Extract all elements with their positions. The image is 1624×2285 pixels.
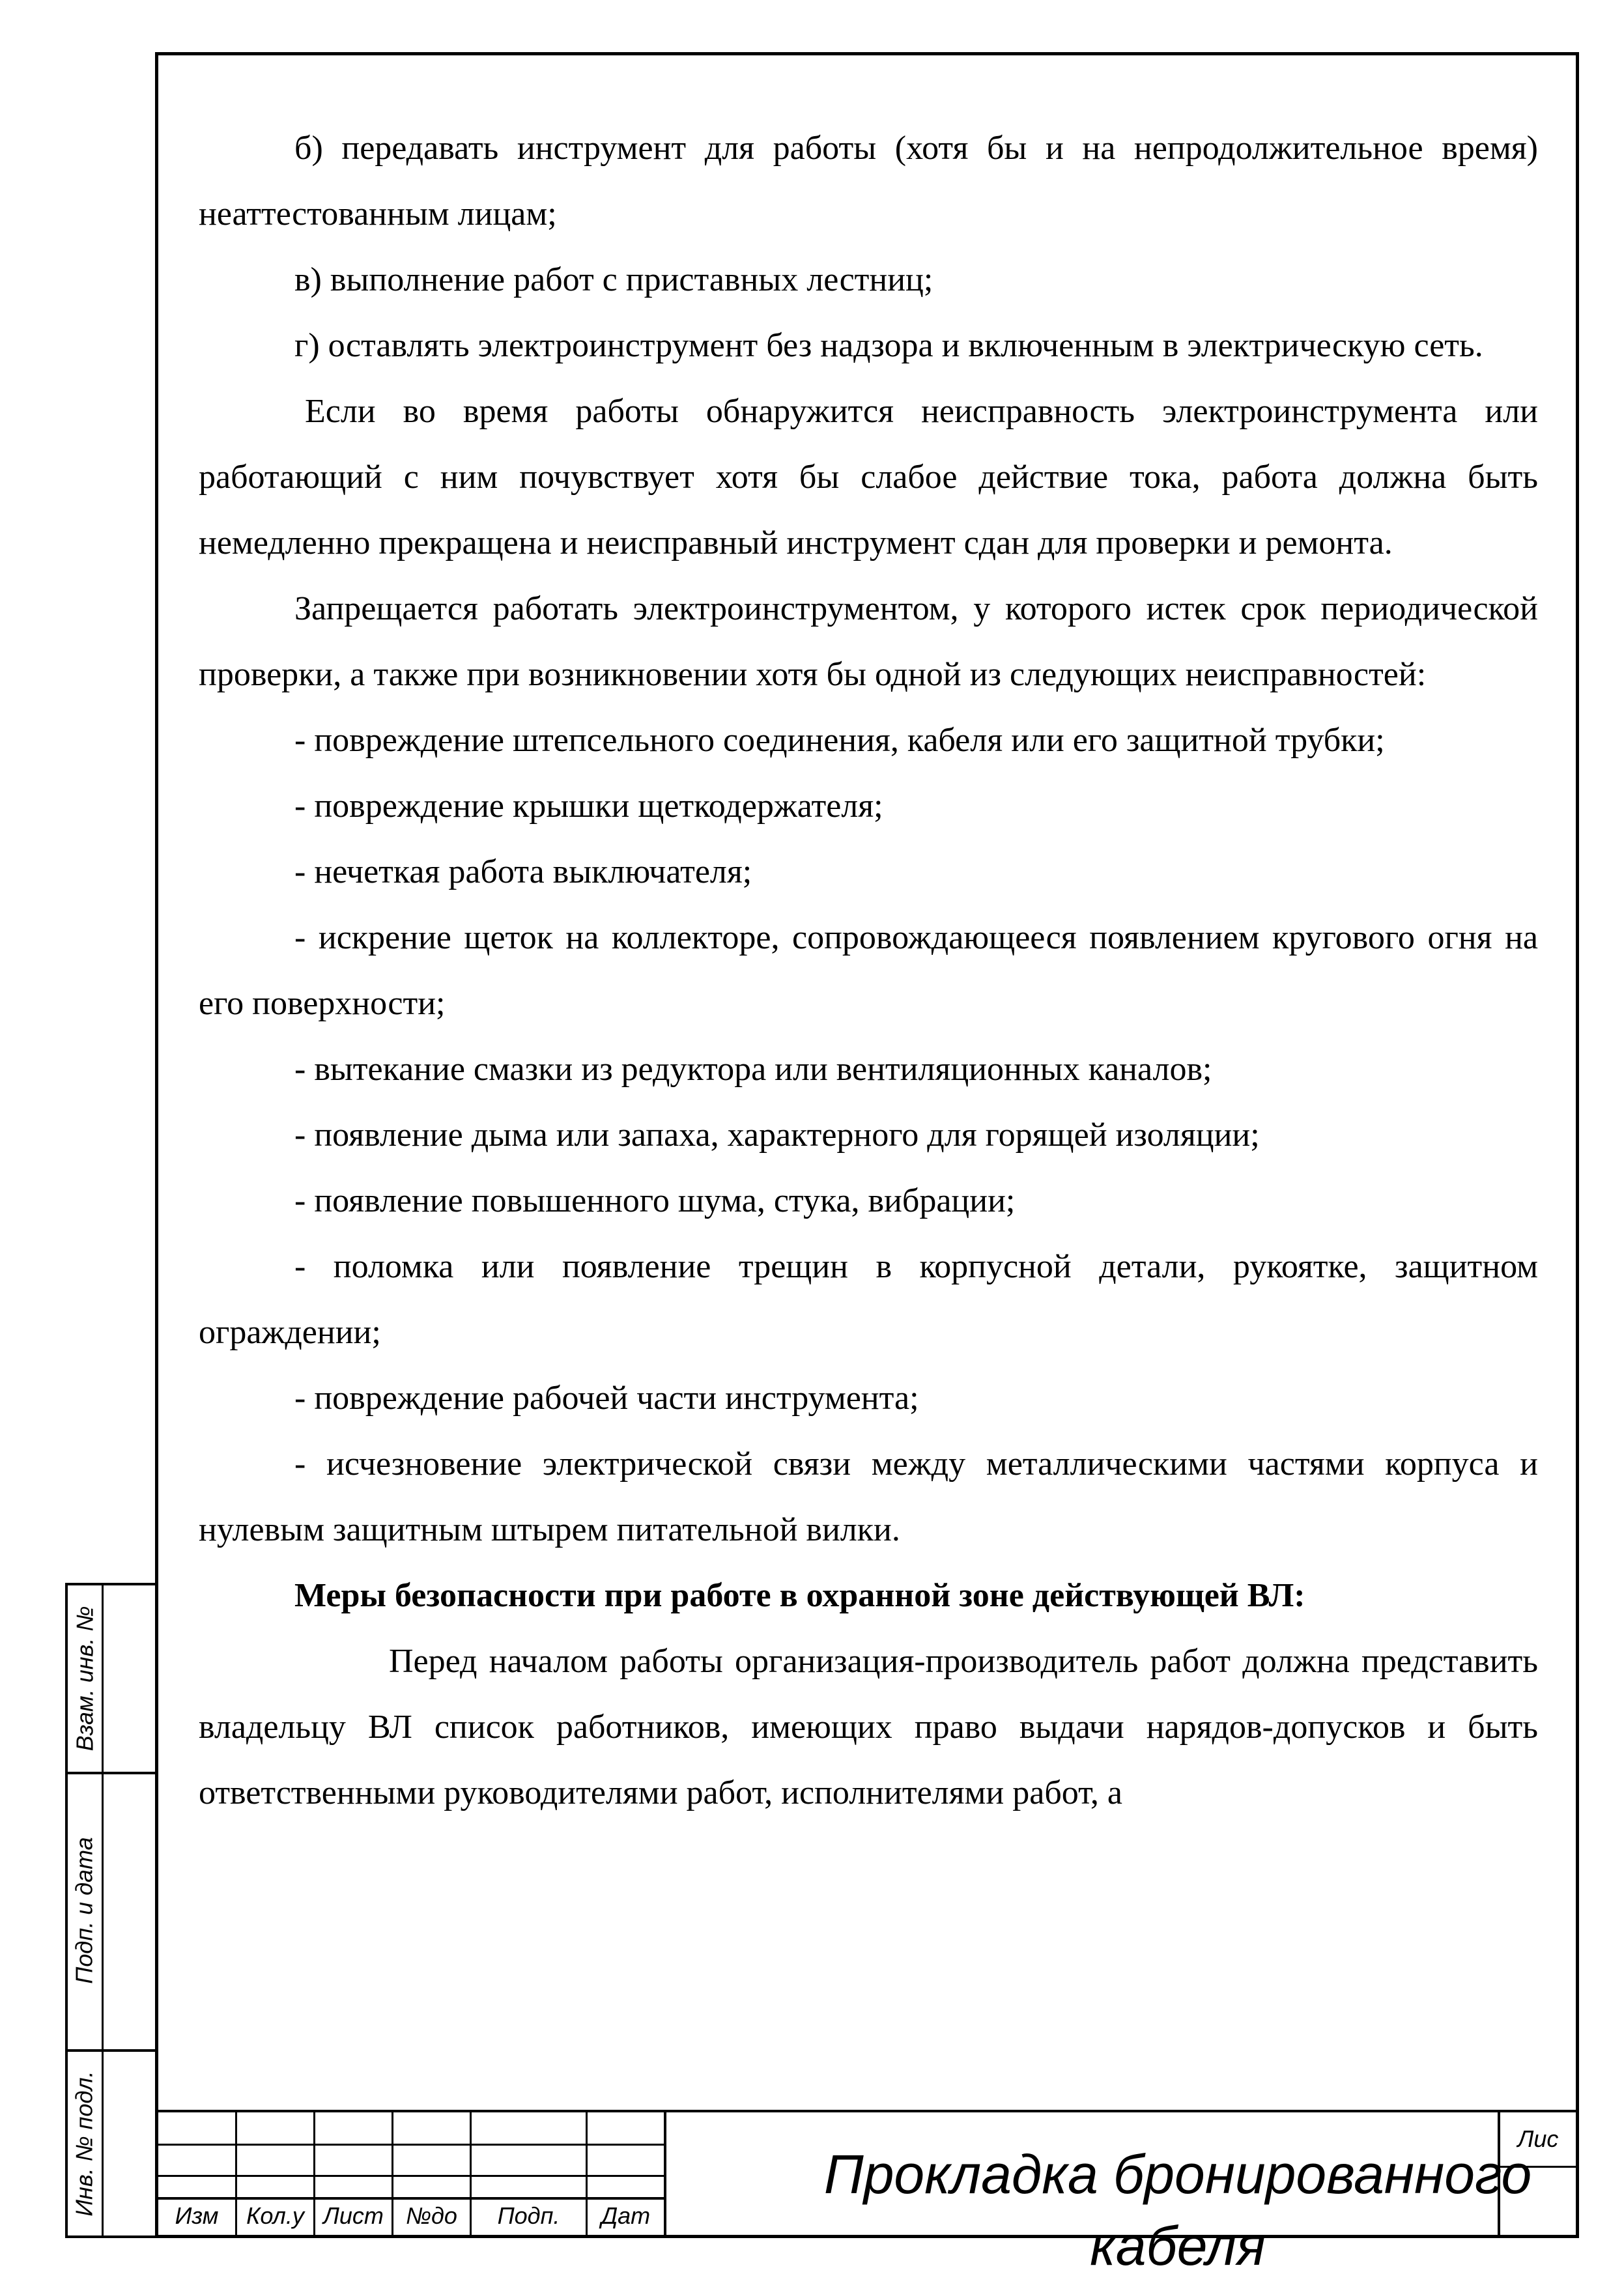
vzam-inv-label: Взам. инв. № xyxy=(71,1606,98,1752)
paragraph: Запрещается работать электроинструментом, у которого истек срок периодической проверки, а также при возникновении хотя бы одной из следующих неисправностей: xyxy=(199,590,1538,693)
document-title: Прокладка бронированного кабеля xyxy=(823,2144,1532,2277)
list-item: - появление повышенного шума, стука, вибрации; xyxy=(294,1182,1016,1219)
paragraph: в) выполнение работ с приставных лестниц; xyxy=(294,261,933,298)
paragraph: г) оставлять электроинструмент без надзора и включенным в электрическую сеть. xyxy=(294,327,1483,364)
sheet-label: Лис xyxy=(1517,2125,1559,2152)
list-item: - исчезновение электрической связи между металлическими частями корпуса и нулевым защитным штырем питательной вилки. xyxy=(199,1445,1538,1548)
paragraph: Перед началом работы организация-производитель работ должна представить владельцу ВЛ список работников, имеющих право выдачи нарядов-допусков и быть ответственными руководителями работ, исполнителями работ, а xyxy=(199,1643,1538,1811)
list-item: - искрение щеток на коллекторе, сопровождающееся появлением кругового огня на его поверхности; xyxy=(199,919,1538,1022)
list-item: - нечеткая работа выключателя; xyxy=(294,853,752,890)
list-item: - поломка или появление трещин в корпусной детали, рукоятке, защитном ограждении; xyxy=(199,1248,1538,1351)
grid-line xyxy=(158,2144,664,2146)
section-heading: Меры безопасности при работе в охранной зоне действующей ВЛ: xyxy=(294,1577,1305,1614)
side-stamp xyxy=(65,1583,155,2238)
list-item: - повреждение штепсельного соединения, кабеля или его защитной трубки; xyxy=(294,722,1385,759)
col-data: Дат xyxy=(601,2202,651,2229)
grid-line xyxy=(158,2175,664,2177)
list-item: - появление дыма или запаха, характерного для горящей изоляции; xyxy=(294,1116,1260,1154)
col-izm: Изм xyxy=(175,2202,219,2229)
side-stamp-divider xyxy=(102,1585,104,2235)
col-ndok: №до xyxy=(406,2202,457,2229)
podp-data-label: Подп. и дата xyxy=(71,1837,98,1984)
document-body xyxy=(199,115,1538,1826)
page-frame xyxy=(155,52,1579,2277)
paragraph: Если во время работы обнаружится неисправность электроинструмента или работающий с ним почувствует хотя бы слабое действие тока, работа должна быть немедленно прекращена и неисправный инструмент сдан для проверки и ремонта. xyxy=(199,393,1538,561)
title-block xyxy=(158,2110,1576,2277)
list-item: - вытекание смазки из редуктора или вентиляционных каналов; xyxy=(294,1051,1212,1088)
col-podp: Подп. xyxy=(497,2202,560,2229)
list-item: - повреждение крышки щеткодержателя; xyxy=(294,788,883,825)
list-item: - повреждение рабочей части инструмента; xyxy=(294,1380,919,1417)
col-list: Лист xyxy=(323,2202,384,2229)
paragraph: б) передавать инструмент для работы (хотя бы и на непродолжительное время) неаттестованным лицам; xyxy=(199,130,1538,233)
grid-line xyxy=(664,2112,666,2235)
inv-podl-label: Инв. № подл. xyxy=(71,2071,98,2217)
col-kol-uch: Кол.у xyxy=(246,2202,304,2229)
